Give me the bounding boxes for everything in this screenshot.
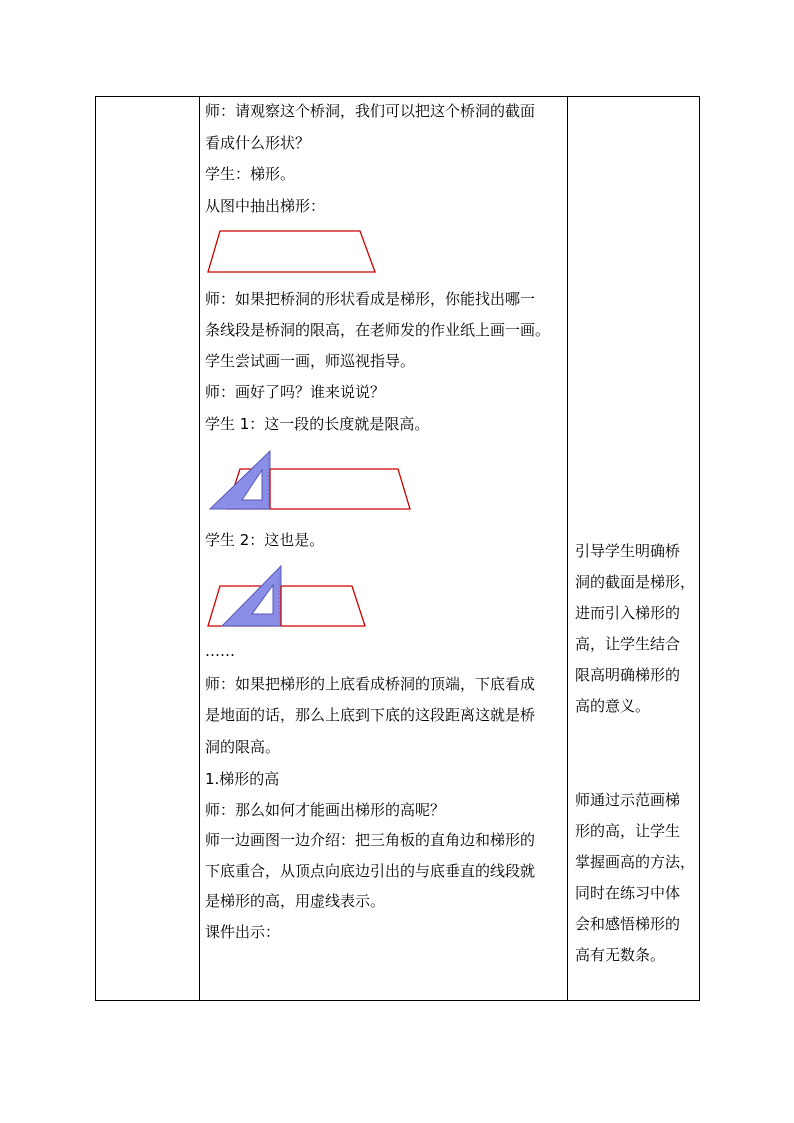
- text-line: 洞的限高。: [205, 738, 281, 756]
- text-line: 学生：梯形。: [205, 165, 296, 183]
- note-line: 进而引入梯形的: [575, 604, 681, 622]
- text-line: 师：如果把桥洞的形状看成是梯形，你能找出哪一: [205, 290, 536, 308]
- text-line: 是地面的话，那么上底到下底的这段距离这就是桥: [205, 706, 536, 724]
- text-line: 条线段是桥洞的限高，在老师发的作业纸上画一画。: [205, 321, 551, 339]
- column-divider: [199, 97, 200, 1000]
- column-divider: [567, 97, 568, 1000]
- text-line: 下底重合，从顶点向底边引出的与底垂直的线段就: [205, 862, 536, 880]
- text-line: 师一边画图一边介绍：把三角板的直角边和梯形的: [205, 831, 536, 849]
- text-line: 从图中抽出梯形：: [205, 197, 326, 215]
- text-line: 学生 1：这一段的长度就是限高。: [205, 415, 430, 433]
- text-line: 看成什么形状？: [205, 134, 311, 152]
- text-line: 课件出示：: [205, 923, 281, 941]
- text-line: 师：请观察这个桥洞，我们可以把这个桥洞的截面: [205, 102, 536, 120]
- text-line: 师：如果把梯形的上底看成桥洞的顶端，下底看成: [205, 675, 536, 693]
- note-line: 限高明确梯形的: [575, 666, 681, 684]
- note-line: 师通过示范画梯: [575, 791, 681, 809]
- text-line: 师：那么如何才能画出梯形的高呢？: [205, 801, 446, 819]
- note-line: 洞的截面是梯形，: [575, 573, 696, 591]
- note-line: 高有无数条。: [575, 946, 666, 964]
- note-line: 掌握画高的方法，: [575, 853, 696, 871]
- note-line: 高，让学生结合: [575, 635, 681, 653]
- teaching-note-2: [575, 785, 700, 971]
- note-line: 高的意义。: [575, 697, 651, 715]
- note-line: 会和感悟梯形的: [575, 915, 681, 933]
- text-line: 学生尝试画一画，师巡视指导。: [205, 352, 416, 370]
- teaching-note-1: [575, 536, 700, 722]
- section-heading: 1.梯形的高: [205, 770, 280, 788]
- text-line: 师：画好了吗？谁来说说？: [205, 383, 386, 401]
- text-line: 学生 2：这也是。: [205, 531, 325, 549]
- note-line: 引导学生明确桥: [575, 542, 681, 560]
- text-line: ……: [205, 642, 235, 660]
- text-line: 是梯形的高，用虚线表示。: [205, 892, 386, 910]
- note-line: 同时在练习中体: [575, 884, 681, 902]
- note-line: 形的高，让学生: [575, 822, 681, 840]
